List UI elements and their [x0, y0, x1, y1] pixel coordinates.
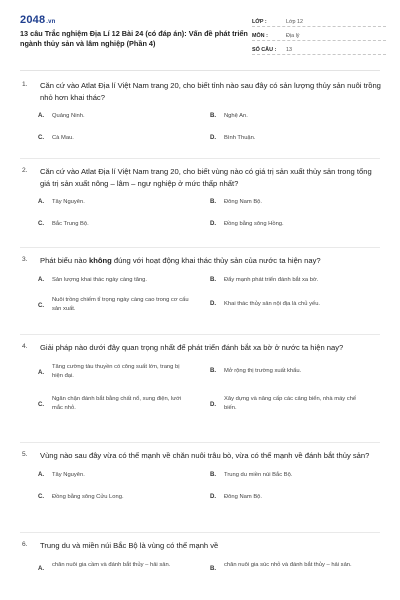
question-1 [20, 80, 382, 156]
option-text: Tây Nguyên. [52, 199, 85, 205]
page-title: 13 câu Trắc nghiệm Địa Lí 12 Bài 24 (có đáp án): Vấn đề phát triển ngành thủy sản và lâm nghiệp (Phần 4) [20, 29, 248, 48]
question-4 [20, 342, 382, 431]
option-text: Sản lượng khai thác ngày càng tăng. [52, 276, 148, 283]
option-text: Nuôi trồng chiếm tỉ trọng ngày càng cao trong cơ cấu sản xuất. [52, 296, 189, 312]
question-number: 4. [22, 343, 28, 350]
question-5 [20, 450, 382, 515]
question-text [40, 255, 382, 267]
option-text: Tây Nguyên. [52, 471, 85, 478]
question-number: 6. [22, 541, 28, 548]
option-text: chăn nuôi gia cầm và đánh bắt thủy – hải sản. [52, 561, 171, 568]
option-key: B. [210, 366, 217, 374]
option-key: C. [38, 400, 45, 408]
option-key: A. [38, 275, 45, 283]
option-key: C. [38, 492, 45, 500]
question-header [20, 450, 382, 462]
option-text: Ngăn chặn đánh bắt bằng chất nổ, xung điện, lưới mắc nhỏ. [52, 395, 182, 411]
question-divider [20, 247, 380, 248]
question-header [20, 255, 382, 267]
question-2 [20, 166, 382, 242]
option-text: Quảng Ninh. [52, 113, 85, 119]
question-number: 1. [22, 81, 28, 88]
option-key: D. [210, 492, 217, 500]
option-key: B. [210, 198, 217, 205]
option-text: Khai thác thủy sản nội địa là chủ yếu. [224, 300, 321, 307]
option-text: Đẩy mạnh phát triển đánh bắt xa bờ. [224, 276, 319, 283]
option-key: D. [210, 400, 217, 408]
question-3 [20, 255, 382, 328]
meta-row-count [252, 43, 386, 55]
site-logo[interactable] [20, 14, 56, 26]
meta-key: MÔN : [252, 33, 268, 39]
options [20, 561, 382, 589]
options [20, 198, 382, 242]
question-header [20, 166, 382, 189]
question-header [20, 80, 382, 103]
question-number: 2. [22, 167, 28, 174]
logo-text: 2048 [20, 14, 46, 26]
option-key: A. [38, 470, 45, 478]
page-header [0, 0, 400, 68]
option-text: Đồng bằng sông Cửu Long. [52, 493, 124, 500]
question-text: Trung du và miền núi Bắc Bộ là vùng có thế mạnh về [40, 541, 219, 550]
options [20, 276, 382, 328]
meta-value: 13 [286, 47, 292, 53]
option-key: A. [38, 198, 45, 205]
option-key: C. [38, 220, 45, 227]
meta-row-class [252, 15, 386, 27]
options [20, 471, 382, 515]
option-text: Bình Thuận. [224, 135, 256, 141]
question-text-part: Phát biểu nào [40, 256, 89, 265]
option-text: Đông Nam Bộ. [224, 493, 263, 500]
option-text: Mở rộng thị trường xuất khẩu. [224, 367, 302, 374]
question-header [20, 540, 382, 552]
option-text: Đồng bằng sông Hồng. [224, 221, 284, 227]
options [20, 363, 382, 431]
option-text: Nghệ An. [224, 113, 248, 119]
meta-panel [252, 15, 386, 57]
option-text: Xây dựng và nâng cấp các cảng biển, nhà máy chế biến. [224, 395, 357, 411]
option-key: A. [38, 368, 45, 376]
option-text: Cà Mau. [52, 135, 74, 141]
question-text: Giải pháp nào dưới đây quan trọng nhất để phát triển đánh bắt xa bờ ở nước ta hiện nay? [40, 343, 344, 352]
option-key: A. [38, 112, 45, 119]
option-key: A. [38, 564, 45, 572]
meta-row-subject [252, 29, 386, 41]
option-text: Tăng cường tàu thuyền có công suất lớn, trang bị hiện đại. [52, 363, 180, 379]
question-divider [20, 158, 380, 159]
question-number: 3. [22, 256, 28, 263]
meta-value: Lớp 12 [286, 19, 304, 25]
question-text: Vùng nào sau đây vừa có thế mạnh về chăn nuôi trâu bò, vừa có thế mạnh về đánh bắt thủy sản? [40, 451, 370, 460]
meta-key: SỐ CÂU : [252, 47, 277, 53]
question-6 [20, 540, 382, 589]
option-text: Đông Nam Bộ. [224, 199, 263, 205]
question-number: 5. [22, 451, 28, 458]
header-divider [20, 70, 380, 71]
option-key: C. [38, 301, 45, 309]
option-key: B. [210, 112, 217, 119]
question-text-part: đúng với hoạt động khai thác thủy sản của nước ta hiện nay? [111, 256, 321, 265]
option-text: Bắc Trung Bộ. [52, 221, 89, 227]
meta-key: LỚP : [252, 19, 267, 25]
option-text: Trung du miền núi Bắc Bộ. [224, 471, 293, 478]
options [20, 112, 382, 156]
option-key: B. [210, 564, 217, 572]
question-text: Căn cứ vào Atlat Địa lí Việt Nam trang 20, cho biết vùng nào có giá trị sản xuất thủy sản trong tổng giá trị sản xuất nông – lâm – ngư nghiệp ở mức thấp nhất? [40, 167, 372, 188]
option-key: C. [38, 134, 45, 141]
logo-suffix: .vn [46, 19, 56, 25]
meta-value: Địa lý [286, 33, 300, 39]
question-text: Căn cứ vào Atlat Địa lí Việt Nam trang 20, cho biết tỉnh nào sau đây có sản lượng thủy sản nuôi trồng nhỏ hơn khai thác? [40, 81, 381, 102]
option-key: D. [210, 220, 217, 227]
option-key: B. [210, 275, 217, 283]
option-key: D. [210, 299, 217, 307]
option-key: D. [210, 134, 217, 141]
question-header [20, 342, 382, 354]
question-text-emphasis: không [88, 256, 112, 265]
question-divider [20, 442, 380, 443]
option-text: chăn nuôi gia súc nhỏ và đánh bắt thủy – hải sản. [224, 561, 352, 568]
question-divider [20, 334, 380, 335]
option-key: B. [210, 470, 217, 478]
question-divider [20, 532, 380, 533]
